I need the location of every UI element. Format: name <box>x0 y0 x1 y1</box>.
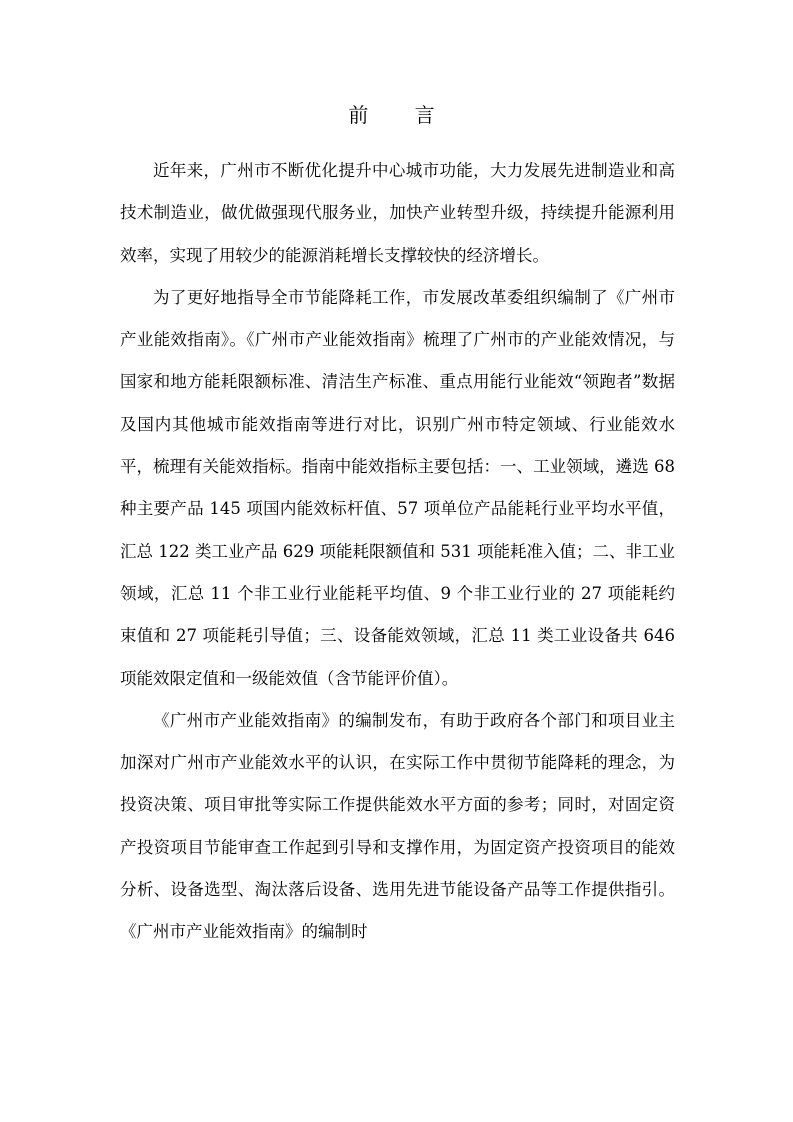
body-text <box>120 150 675 954</box>
paragraph-3: 《广州市产业能效指南》的编制发布，有助于政府各个部门和项目业主加深对广州市产业能效水平的认识，在实际工作中贯彻节能降耗的理念，为投资决策、项目审批等实际工作提供能效水平方面的参考；同时，对固定资产投资项目节能审查工作起到引导和支撑作用，为固定资产投资项目的能效分析、设备选型、淘汰落后设备、选用先进节能设备产品等工作提供指引。《广州市产业能效指南》的编制时 <box>120 710 675 942</box>
page-title: 前 言 <box>348 103 455 127</box>
paragraph-2: 为了更好地指导全市节能降耗工作，市发展改革委组织编制了《广州市产业能效指南》。《广州市产业能效指南》梳理了广州市的产业能效情况，与国家和地方能耗限额标准、清洁生产标准、重点用能行业能效“领跑者”数据及国内其他城市能效指南等进行对比，识别广州市特定领域、行业能效水平，梳理有关能效指标。指南中能效指标主要包括：一、工业领域，遴选 68 种主要产品 145 项国内能效标杆值、57 项单位产品能耗行业平均水平值，汇总 122 类工业产品 629 项能耗限额值和 531 项能耗准入值；二、非工业领域，汇总 11 个非工业行业能耗平均值、9 个非工业行业的 27 项能耗约束值和 27 项能耗引导值；三、设备能效领域，汇总 11 类工业设备共 646 项能效限定值和一级能效值（含节能评价值）。 <box>120 287 675 688</box>
paragraph-1: 近年来，广州市不断优化提升中心城市功能，大力发展先进制造业和高技术制造业，做优做强现代服务业，加快产业转型升级，持续提升能源利用效率，实现了用较少的能源消耗增长支撑较快的经济增长。 <box>120 161 675 265</box>
